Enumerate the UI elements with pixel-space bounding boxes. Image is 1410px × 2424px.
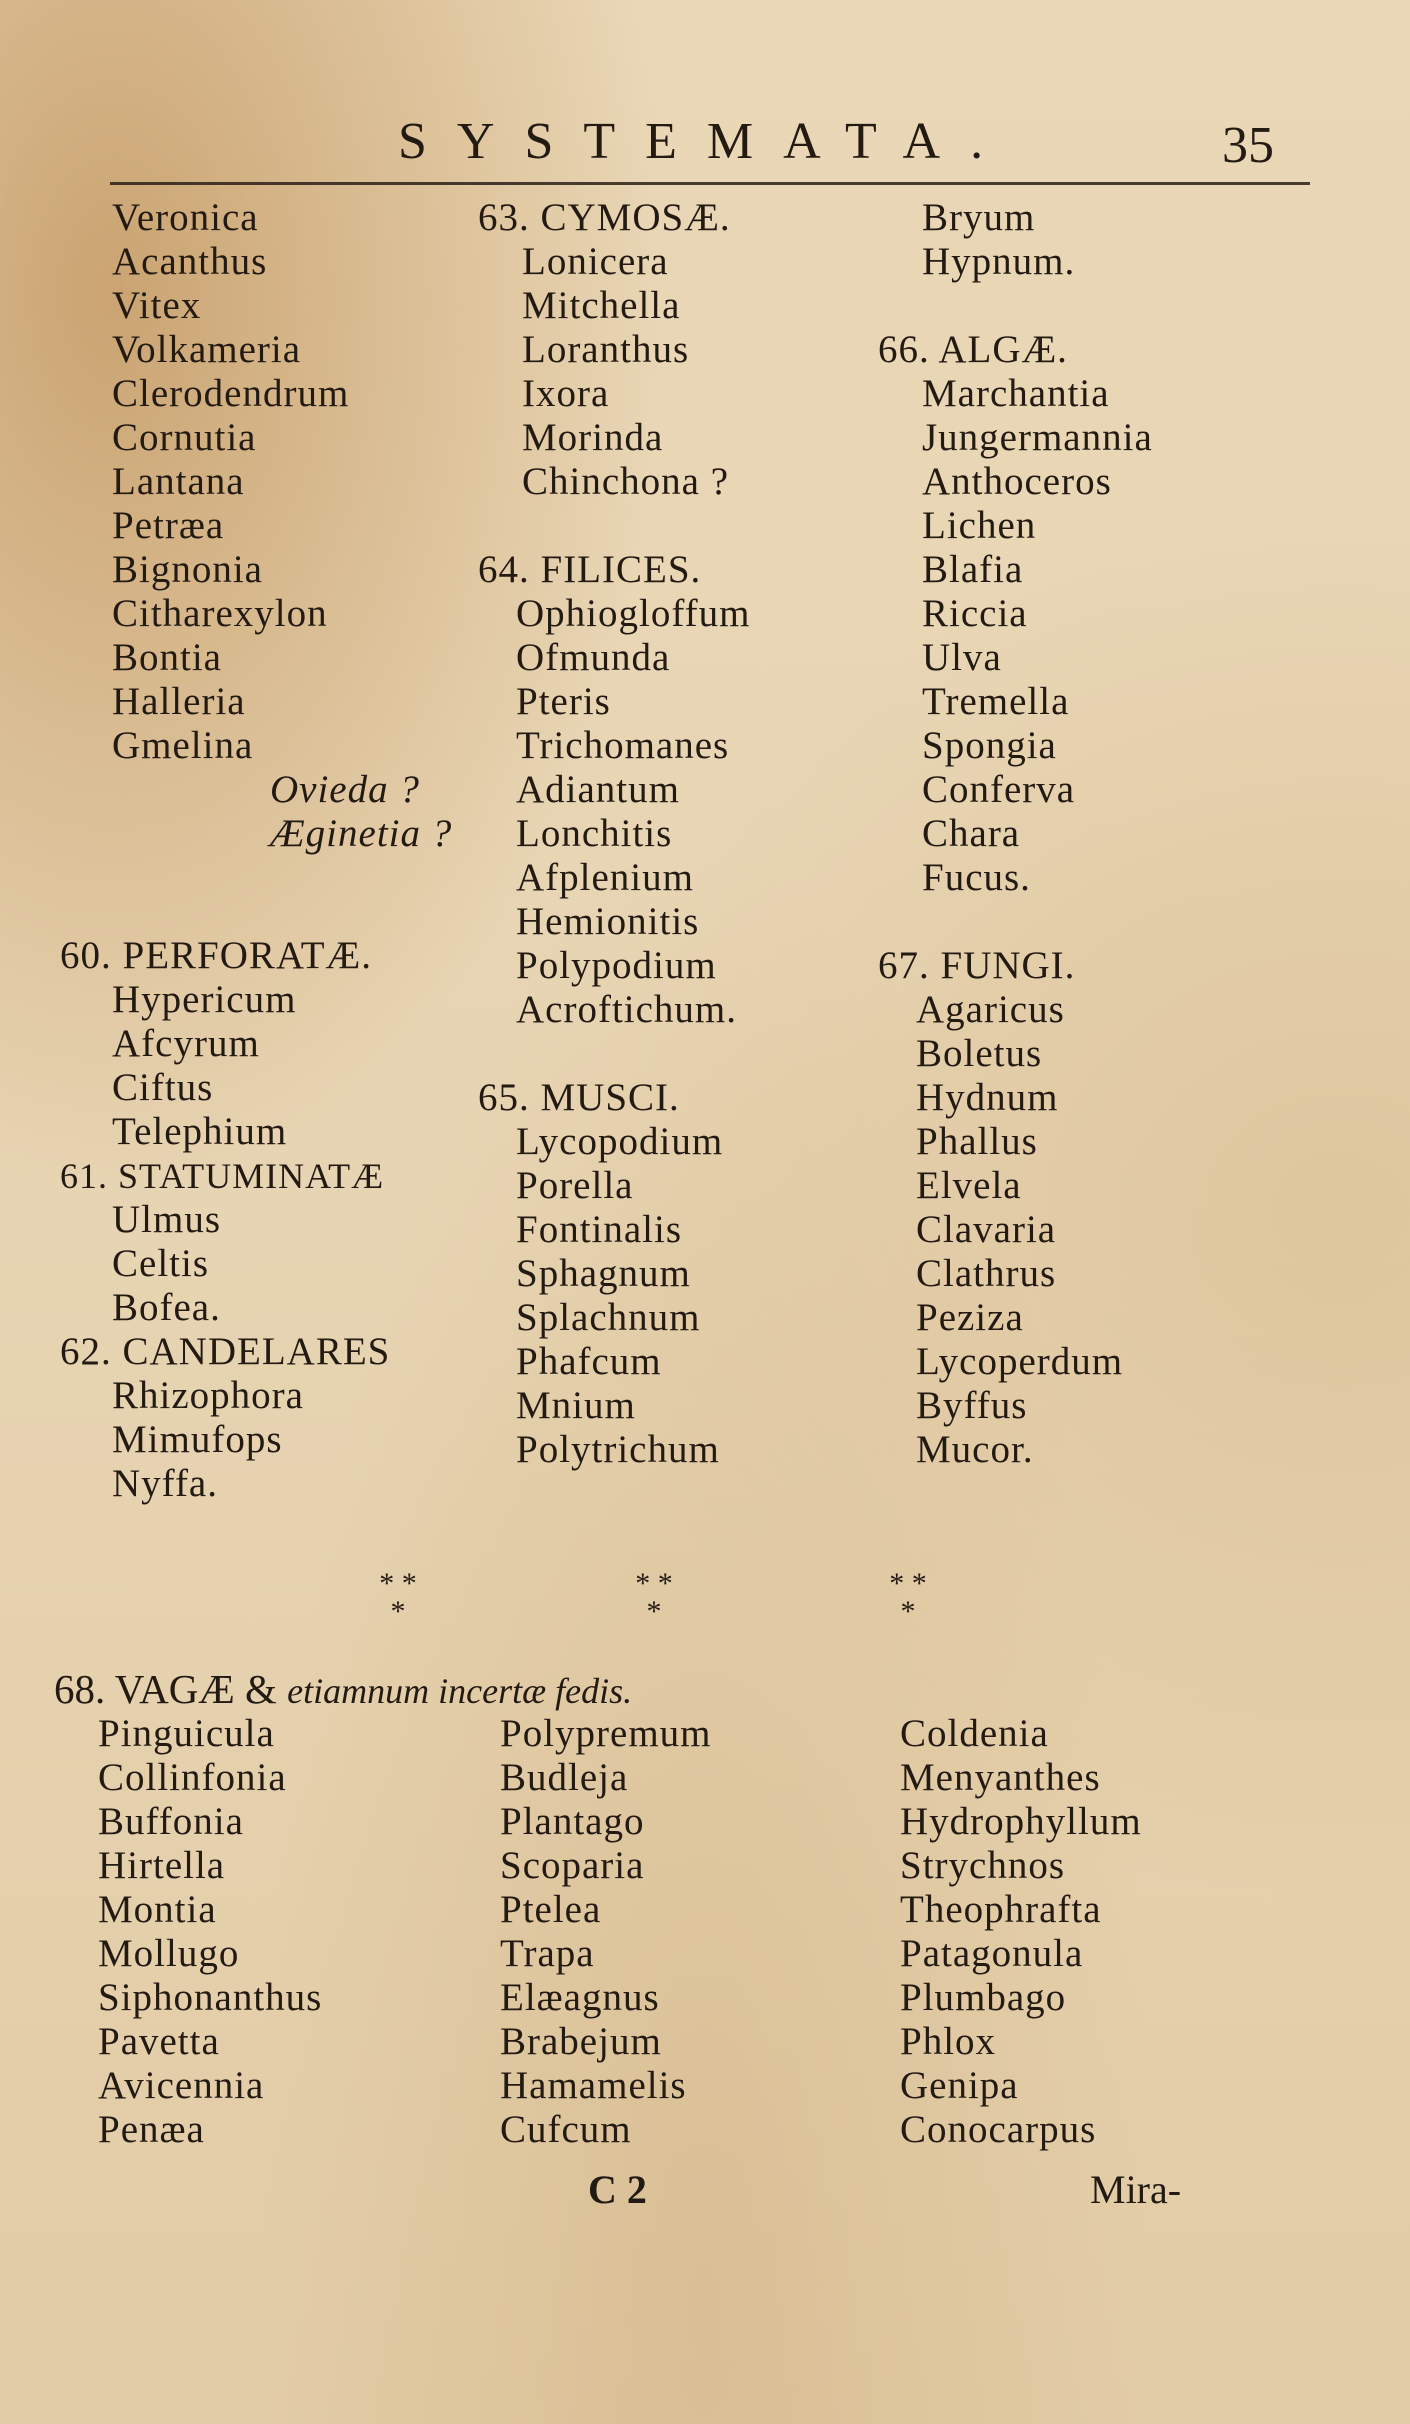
section-68-col-a xyxy=(98,1712,322,2152)
list-item: Hypnum. xyxy=(922,240,1076,283)
list-item: Hydrophyllum xyxy=(900,1800,1142,1843)
list-item: Tremella xyxy=(922,680,1070,723)
list-item: Buffonia xyxy=(98,1800,244,1843)
list-item: Hemionitis xyxy=(516,900,700,943)
list-item: Avicennia xyxy=(98,2064,265,2107)
list-item-uncertain: Æginetia ? xyxy=(270,812,453,855)
list-item: Scoparia xyxy=(500,1844,645,1887)
list-item: Phlox xyxy=(900,2020,997,2063)
list-item: Peziza xyxy=(916,1296,1024,1339)
list-item: Brabejum xyxy=(500,2020,662,2063)
list-item: Hydnum xyxy=(916,1076,1059,1119)
list-item: Genipa xyxy=(900,2064,1019,2107)
list-item: Penæa xyxy=(98,2108,205,2151)
list-item: Pavetta xyxy=(98,2020,220,2063)
star-ornament: * * * xyxy=(889,1567,927,1628)
section-68-heading: 68. VAGÆ & etiamnum incertæ fedis. xyxy=(54,1666,633,1712)
list-item: Acanthus xyxy=(112,240,268,283)
list-item: Collinfonia xyxy=(98,1756,287,1799)
list-item: Adiantum xyxy=(516,768,680,811)
star-ornament: * * * xyxy=(635,1567,673,1628)
list-item: Halleria xyxy=(112,680,246,723)
section-heading: 60. PERFORATÆ. xyxy=(60,934,372,977)
list-item: Mitchella xyxy=(522,284,681,327)
list-item: Theophrafta xyxy=(900,1888,1102,1931)
column-2-list xyxy=(478,196,750,1472)
list-item: Fontinalis xyxy=(516,1208,683,1251)
list-item: Coldenia xyxy=(900,1712,1049,1755)
list-item: Budleja xyxy=(500,1756,629,1799)
section-heading: 62. CANDELARES xyxy=(60,1330,391,1373)
list-item: Rhizophora xyxy=(112,1374,304,1417)
list-item: Ulmus xyxy=(112,1198,222,1241)
list-item: Trichomanes xyxy=(516,724,730,767)
section-60 xyxy=(60,934,390,1506)
list-item: Elvela xyxy=(916,1164,1022,1207)
list-item: Anthoceros xyxy=(922,460,1112,503)
list-item: Morinda xyxy=(522,416,664,459)
list-item: Loranthus xyxy=(522,328,690,371)
list-item: Veronica xyxy=(112,196,259,239)
list-item: Lonicera xyxy=(522,240,669,283)
spacer xyxy=(878,900,1153,944)
list-item: Bofea. xyxy=(112,1286,221,1329)
section-68-col-c xyxy=(900,1712,1142,2152)
list-item: Riccia xyxy=(922,592,1028,635)
list-item: Strychnos xyxy=(900,1844,1065,1887)
list-item: Marchantia xyxy=(922,372,1110,415)
list-item: Bignonia xyxy=(112,548,263,591)
list-item: Boletus xyxy=(916,1032,1043,1075)
list-item: Phallus xyxy=(916,1120,1038,1163)
list-item: Petræa xyxy=(112,504,225,547)
section-68-col-b xyxy=(500,1712,712,2152)
list-item: Menyanthes xyxy=(900,1756,1101,1799)
list-item: Elæagnus xyxy=(500,1976,660,2019)
list-item: Lycoperdum xyxy=(916,1340,1124,1383)
running-title: SYSTEMATA. xyxy=(398,113,1014,170)
list-item: Montia xyxy=(98,1888,217,1931)
list-item: Agaricus xyxy=(916,988,1065,1031)
list-item: Mimufops xyxy=(112,1418,283,1461)
list-item: Spongia xyxy=(922,724,1057,767)
list-item: Gmelina xyxy=(112,724,254,767)
running-header xyxy=(0,112,1410,182)
list-item: Ciftus xyxy=(112,1066,214,1109)
list-item: Jungermannia xyxy=(922,416,1153,459)
list-item: Lonchitis xyxy=(516,812,673,855)
spacer xyxy=(112,856,452,900)
section-heading: 65. MUSCI. xyxy=(478,1076,680,1119)
list-item: Hypericum xyxy=(112,978,297,1021)
list-item: Phafcum xyxy=(516,1340,662,1383)
list-item: Mollugo xyxy=(98,1932,240,1975)
list-item: Fucus. xyxy=(922,856,1031,899)
list-item: Afplenium xyxy=(516,856,694,899)
section-heading: 63. CYMOSÆ. xyxy=(478,196,731,239)
column-3-list xyxy=(878,196,1153,1472)
section-heading: 67. FUNGI. xyxy=(878,944,1076,987)
list-item: Polypremum xyxy=(500,1712,712,1755)
list-item: Splachnum xyxy=(516,1296,701,1339)
spacer xyxy=(478,1032,750,1076)
list-item: Ophiogloffum xyxy=(516,592,751,635)
list-item: Polypodium xyxy=(516,944,717,987)
list-item: Ptelea xyxy=(500,1888,602,1931)
list-item: Siphonanthus xyxy=(98,1976,323,2019)
list-item: Nyffa. xyxy=(112,1462,218,1505)
list-item: Lantana xyxy=(112,460,245,503)
section-heading: 64. FILICES. xyxy=(478,548,702,591)
list-item: Bontia xyxy=(112,636,222,679)
list-item: Conferva xyxy=(922,768,1076,811)
list-item: Porella xyxy=(516,1164,634,1207)
catchword: Mira- xyxy=(1090,2167,1182,2212)
section-heading: 66. ALGÆ. xyxy=(878,328,1068,371)
spacer xyxy=(478,504,750,548)
list-item: Cornutia xyxy=(112,416,257,459)
list-item: Lycopodium xyxy=(516,1120,724,1163)
list-item: Chinchona ? xyxy=(522,460,730,503)
header-rule xyxy=(110,182,1310,185)
list-item: Pinguicula xyxy=(98,1712,275,1755)
list-item: Ofmunda xyxy=(516,636,671,679)
list-item: Clathrus xyxy=(916,1252,1057,1295)
list-item: Blafia xyxy=(922,548,1024,591)
list-item: Patagonula xyxy=(900,1932,1084,1975)
list-item: Cufcum xyxy=(500,2108,632,2151)
star-ornament: * * * xyxy=(379,1567,417,1628)
list-item: Ulva xyxy=(922,636,1002,679)
list-item: Mnium xyxy=(516,1384,636,1427)
list-item: Vitex xyxy=(112,284,202,327)
list-item: Citharexylon xyxy=(112,592,328,635)
list-item: Clavaria xyxy=(916,1208,1057,1251)
list-item: Mucor. xyxy=(916,1428,1034,1471)
spacer xyxy=(878,284,1153,328)
list-item: Ixora xyxy=(522,372,610,415)
list-item: Polytrichum xyxy=(516,1428,720,1471)
list-item: Plantago xyxy=(500,1800,645,1843)
page-number: 35 xyxy=(1222,117,1274,174)
list-item: Bryum xyxy=(922,196,1036,239)
list-item: Hirtella xyxy=(98,1844,226,1887)
section-heading: 61. STATUMINATÆ xyxy=(60,1156,385,1196)
list-item: Celtis xyxy=(112,1242,210,1285)
list-item: Acroftichum. xyxy=(516,988,738,1031)
list-item-uncertain: Ovieda ? xyxy=(270,768,420,811)
list-item: Telephium xyxy=(112,1110,288,1153)
list-item: Trapa xyxy=(500,1932,595,1975)
signature-mark: C 2 xyxy=(588,2167,647,2212)
list-item: Conocarpus xyxy=(900,2108,1097,2151)
column-1-list xyxy=(112,196,452,900)
list-item: Sphagnum xyxy=(516,1252,691,1295)
list-item: Plumbago xyxy=(900,1976,1067,2019)
list-item: Byffus xyxy=(916,1384,1028,1427)
list-item: Hamamelis xyxy=(500,2064,687,2107)
list-item: Chara xyxy=(922,812,1021,855)
list-item: Pteris xyxy=(516,680,611,723)
list-item: Clerodendrum xyxy=(112,372,350,415)
list-item: Lichen xyxy=(922,504,1037,547)
list-item: Afcyrum xyxy=(112,1022,260,1065)
list-item: Volkameria xyxy=(112,328,302,371)
